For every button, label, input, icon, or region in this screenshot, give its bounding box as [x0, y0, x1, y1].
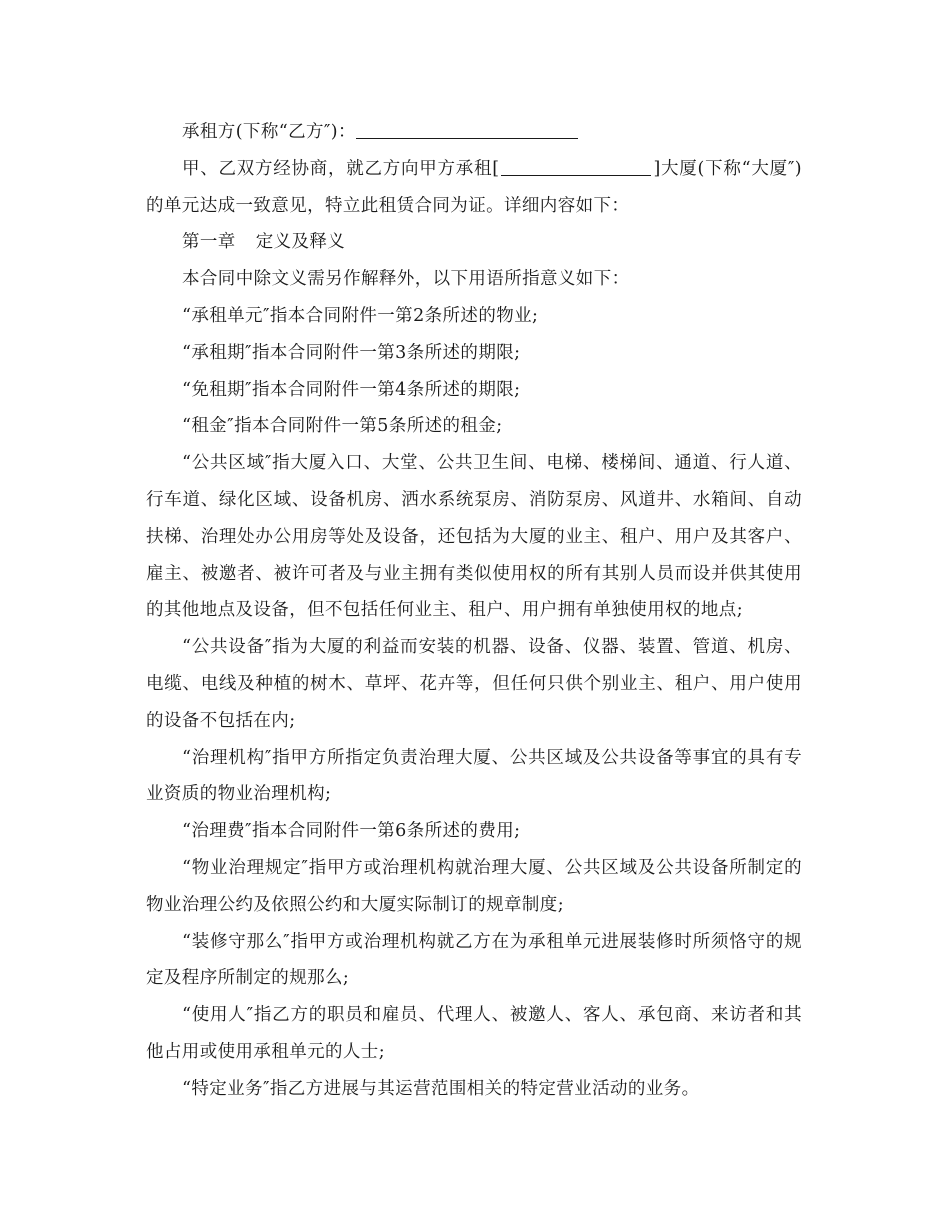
intro-text-end: ]大厦(下称“大厦″)的单元达成一致意见，特立此租赁合同为证。详细内容如下： — [146, 158, 802, 216]
chapter-title: 定义及释义 — [255, 232, 346, 253]
definitions-intro: 本合同中除文义需另作解释外，以下用语所指意义如下： — [182, 269, 630, 290]
definition-item: “使用人″指乙方的职员和雇员、代理人、被邀人、客人、承包商、来访者和其他占用或使用承租单元的人士; — [146, 1005, 802, 1062]
definition-item: “公共区域″指大厦入口、大堂、公共卫生间、电梯、楼梯间、通道、行人道、行车道、绿化区域、设备机房、洒水系统泵房、消防泵房、风道井、水箱间、自动扶梯、治理处办公用房等处及设备，还包括为大厦的业主、租户、用户及其客户、雇主、被邀者、被许可者及与业主拥有类似使用权的所有其别人员而设并供其使用的其他地点及设备，但不包括任何业主、租户、用户拥有单独使用权的地点; — [146, 453, 802, 621]
definition-item: “承租单元″指本合同附件一第2条所述的物业; — [182, 305, 539, 326]
definition-item: “承租期″指本合同附件一第3条所述的期限; — [182, 342, 521, 363]
chapter-heading — [146, 224, 802, 261]
intro-paragraph — [146, 151, 802, 225]
tenant-line — [146, 114, 802, 151]
definition-item: “治理费″指本合同附件一第6条所述的费用; — [182, 821, 521, 842]
definition-item: “公共设备″指为大厦的利益而安装的机器、设备、仪器、装置、管道、机房、电缆、电线及种植的树木、草坪、花卉等，但任何只供个别业主、租户、用户使用的设备不包括在内; — [146, 637, 802, 731]
definition-item: “治理机构″指甲方所指定负责治理大厦、公共区域及公共设备等事宜的具有专业资质的物业治理机构; — [146, 747, 802, 805]
definition-item: “装修守那么″指甲方或治理机构就乙方在为承租单元进展装修时所须恪守的规定及程序所制定的规那么; — [146, 931, 802, 989]
definition-item: “免租期″指本合同附件一第4条所述的期限; — [182, 379, 521, 400]
definition-item: “物业治理规定″指甲方或治理机构就治理大厦、公共区域及公共设备所制定的物业治理公约及依照公约和大厦实际制订的规章制度; — [146, 857, 802, 915]
chapter-number: 第一章 — [182, 232, 236, 253]
intro-text-start: 甲、乙双方经协商，就乙方向甲方承租[ — [182, 158, 500, 179]
contract-body — [146, 114, 802, 1108]
definition-item: “租金″指本合同附件一第5条所述的租金; — [182, 416, 503, 437]
building-name-blank — [501, 155, 651, 176]
tenant-label: 承租方(下称“乙方″)： — [182, 122, 356, 142]
tenant-name-blank — [356, 118, 578, 139]
definition-item: “特定业务″指乙方进展与其运营范围相关的特定营业活动的业务。 — [182, 1078, 700, 1099]
